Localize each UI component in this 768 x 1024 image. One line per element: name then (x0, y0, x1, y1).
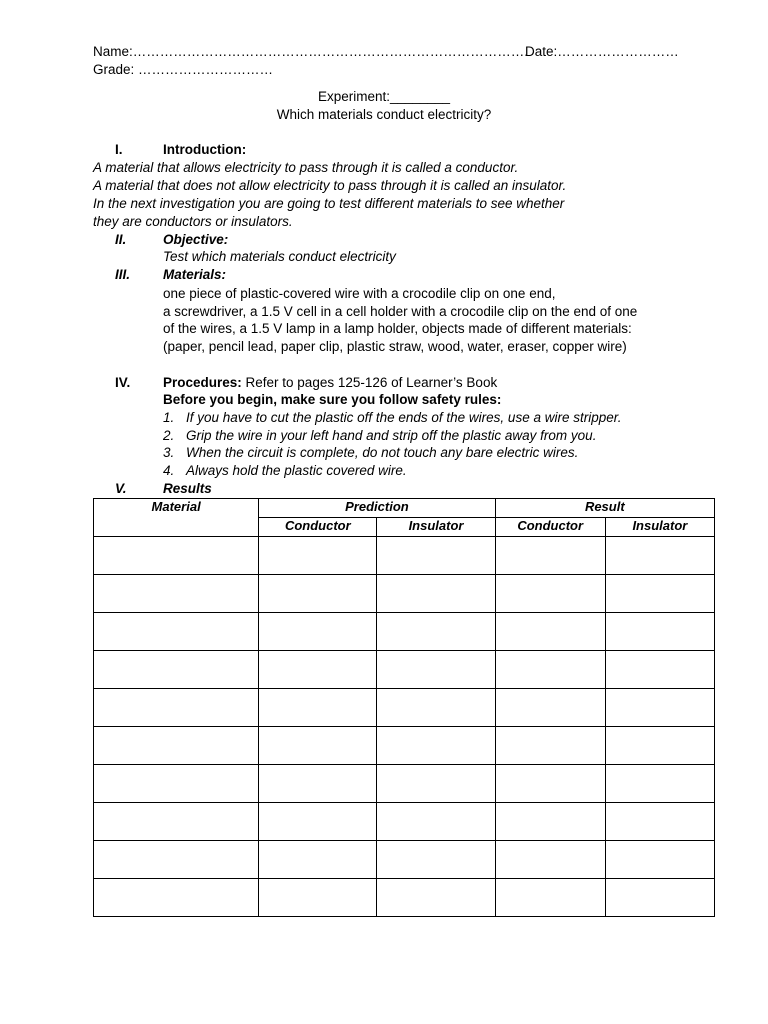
safety-rule-text: If you have to cut the plastic off the ends of the wires, use a wire stripper. (186, 410, 622, 425)
table-cell[interactable] (94, 765, 259, 803)
table-cell[interactable] (259, 689, 377, 727)
table-cell[interactable] (377, 613, 495, 651)
table-cell[interactable] (259, 537, 377, 575)
prediction-column-header: Prediction (259, 499, 495, 518)
table-cell[interactable] (259, 613, 377, 651)
material-column-header: Material (94, 499, 259, 537)
table-cell[interactable] (94, 841, 259, 879)
safety-rule-number: 2. (163, 428, 175, 443)
prediction-conductor-header: Conductor (259, 518, 377, 537)
materials-line: (paper, pencil lead, paper clip, plastic straw, wood, water, eraser, copper wire) (163, 339, 627, 354)
table-cell[interactable] (94, 651, 259, 689)
safety-rule-number: 1. (163, 410, 175, 425)
materials-heading: Materials: (163, 267, 227, 282)
table-cell[interactable] (605, 879, 714, 917)
table-header-row (94, 499, 715, 518)
objective-numeral: II. (115, 232, 127, 247)
results-numeral: V. (115, 481, 127, 496)
table-cell[interactable] (605, 575, 714, 613)
table-cell[interactable] (377, 841, 495, 879)
table-cell[interactable] (605, 841, 714, 879)
materials-line: one piece of plastic-covered wire with a crocodile clip on one end, (163, 286, 556, 301)
table-cell[interactable] (605, 613, 714, 651)
table-cell[interactable] (377, 765, 495, 803)
objective-text: Test which materials conduct electricity (163, 249, 396, 264)
table-row (94, 727, 715, 765)
safety-heading: Before you begin, make sure you follow safety rules: (163, 392, 502, 407)
table-cell[interactable] (94, 689, 259, 727)
table-cell[interactable] (605, 765, 714, 803)
table-cell[interactable] (259, 727, 377, 765)
safety-rule-text: When the circuit is complete, do not touch any bare electric wires. (186, 445, 579, 460)
objective-heading: Objective: (163, 232, 229, 247)
introduction-line: A material that allows electricity to pass through it is called a conductor. (93, 160, 519, 175)
table-cell[interactable] (605, 651, 714, 689)
procedures-line (163, 374, 497, 392)
table-cell[interactable] (495, 651, 605, 689)
table-row (94, 689, 715, 727)
table-row (94, 803, 715, 841)
table-cell[interactable] (495, 613, 605, 651)
table-cell[interactable] (495, 689, 605, 727)
table-cell[interactable] (94, 727, 259, 765)
name-field[interactable]: Name:……………………………………………………………………………. (93, 44, 529, 59)
table-row (94, 575, 715, 613)
result-column-header: Result (495, 499, 714, 518)
table-row (94, 765, 715, 803)
table-cell[interactable] (495, 575, 605, 613)
table-cell[interactable] (377, 727, 495, 765)
table-row (94, 613, 715, 651)
table-cell[interactable] (259, 651, 377, 689)
safety-rule-number: 4. (163, 463, 175, 478)
table-cell[interactable] (259, 765, 377, 803)
table-row (94, 537, 715, 575)
table-cell[interactable] (605, 689, 714, 727)
grade-field[interactable]: Grade: ………………………… (93, 62, 274, 77)
procedures-numeral: IV. (115, 375, 131, 390)
table-cell[interactable] (605, 803, 714, 841)
introduction-numeral: I. (115, 142, 123, 157)
result-insulator-header: Insulator (605, 518, 714, 537)
table-cell[interactable] (259, 879, 377, 917)
result-conductor-header: Conductor (495, 518, 605, 537)
materials-numeral: III. (115, 267, 131, 282)
safety-rule-number: 3. (163, 445, 175, 460)
table-cell[interactable] (495, 879, 605, 917)
table-cell[interactable] (377, 689, 495, 727)
introduction-heading: Introduction: (163, 142, 247, 157)
table-cell[interactable] (259, 841, 377, 879)
safety-rule-text: Grip the wire in your left hand and strip off the plastic away from you. (186, 428, 597, 443)
table-cell[interactable] (94, 803, 259, 841)
materials-line: of the wires, a 1.5 V lamp in a lamp holder, objects made of different materials: (163, 321, 632, 336)
table-cell[interactable] (377, 803, 495, 841)
table-cell[interactable] (495, 727, 605, 765)
introduction-line: In the next investigation you are going to test different materials to see whether (93, 196, 565, 211)
table-cell[interactable] (495, 841, 605, 879)
table-row (94, 879, 715, 917)
table-cell[interactable] (377, 575, 495, 613)
procedures-heading: Procedures: (163, 375, 242, 390)
table-cell[interactable] (605, 537, 714, 575)
table-cell[interactable] (259, 803, 377, 841)
procedures-reference: Refer to pages 125-126 of Learner’s Book (241, 375, 498, 390)
results-heading: Results (163, 481, 212, 496)
table-cell[interactable] (377, 651, 495, 689)
table-cell[interactable] (495, 537, 605, 575)
table-cell[interactable] (259, 575, 377, 613)
experiment-title: Experiment:________ (317, 89, 451, 104)
results-table (93, 498, 715, 917)
safety-rule-text: Always hold the plastic covered wire. (186, 463, 407, 478)
table-cell[interactable] (495, 803, 605, 841)
table-cell[interactable] (377, 537, 495, 575)
experiment-question: Which materials conduct electricity? (276, 107, 492, 122)
table-cell[interactable] (94, 537, 259, 575)
table-cell[interactable] (94, 879, 259, 917)
date-field[interactable]: Date:……………………… (525, 44, 679, 59)
table-row (94, 651, 715, 689)
table-cell[interactable] (377, 879, 495, 917)
table-cell[interactable] (94, 613, 259, 651)
prediction-insulator-header: Insulator (377, 518, 495, 537)
table-cell[interactable] (495, 765, 605, 803)
introduction-line: A material that does not allow electricity to pass through it is called an insulator. (93, 178, 567, 193)
introduction-line: they are conductors or insulators. (93, 214, 293, 229)
table-cell[interactable] (605, 727, 714, 765)
table-cell[interactable] (94, 575, 259, 613)
table-row (94, 841, 715, 879)
materials-line: a screwdriver, a 1.5 V cell in a cell holder with a crocodile clip on the end of one (163, 304, 638, 319)
